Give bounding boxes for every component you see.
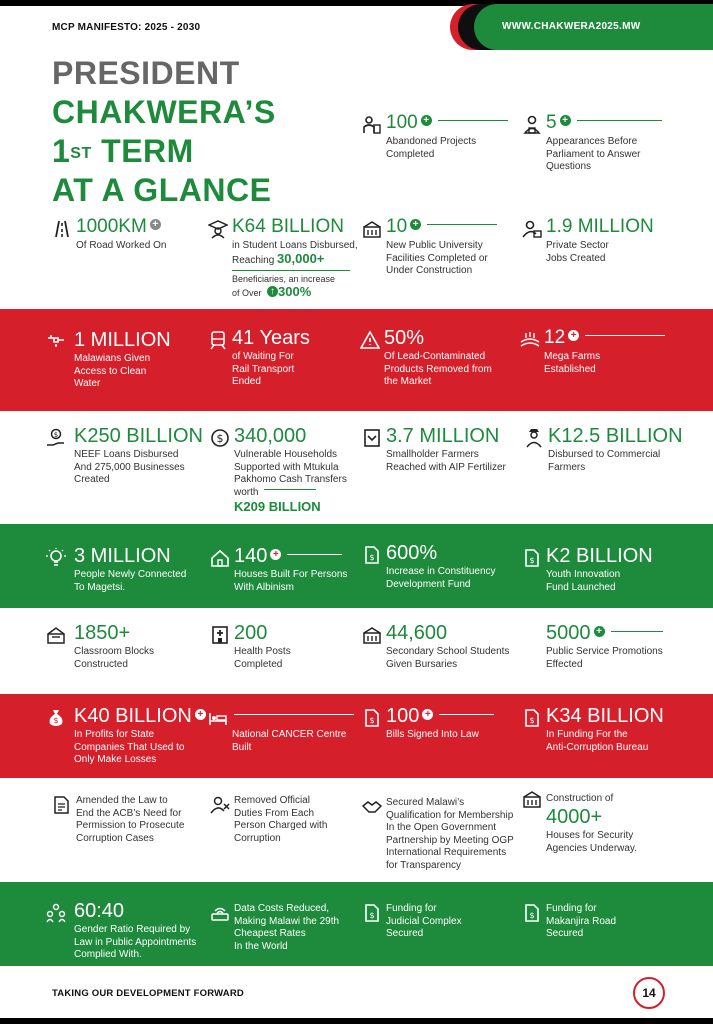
svg-text:$: $ bbox=[53, 716, 59, 725]
document-icon bbox=[522, 548, 542, 568]
worker-icon bbox=[522, 219, 542, 239]
building-icon bbox=[362, 219, 382, 239]
title-line-4: AT A GLANCE bbox=[52, 172, 272, 208]
handshake-icon bbox=[362, 797, 382, 817]
farm-icon bbox=[520, 330, 540, 350]
road-icon bbox=[52, 219, 72, 239]
money-hand-icon bbox=[46, 428, 66, 448]
document-icon bbox=[522, 708, 542, 728]
hospital-bed-icon bbox=[208, 708, 228, 728]
people-group-icon bbox=[46, 903, 66, 923]
page-title bbox=[52, 54, 276, 210]
website-link[interactable]: WWW.CHAKWERA2025.MW bbox=[502, 21, 641, 32]
hospital-icon bbox=[210, 625, 230, 645]
svg-text:$: $ bbox=[529, 716, 535, 725]
train-icon bbox=[208, 330, 228, 350]
page-number: 14 bbox=[633, 977, 665, 1009]
document-icon bbox=[362, 708, 382, 728]
svg-text:$: $ bbox=[529, 911, 535, 920]
user-remove-icon bbox=[210, 795, 230, 815]
building-icon bbox=[362, 625, 382, 645]
header-label: MCP MANIFESTO: 2025 - 2030 bbox=[52, 22, 201, 33]
svg-text:$: $ bbox=[53, 431, 59, 439]
router-icon bbox=[210, 903, 230, 923]
svg-text:$: $ bbox=[529, 556, 535, 565]
svg-text:$: $ bbox=[369, 911, 375, 920]
footer-tagline: TAKING OUR DEVELOPMENT FORWARD bbox=[52, 988, 244, 999]
house-icon bbox=[210, 548, 230, 568]
lightbulb-icon bbox=[46, 548, 66, 568]
title-line-3: 1ST TERM bbox=[52, 133, 194, 169]
classroom-icon bbox=[46, 625, 66, 645]
fertilizer-icon bbox=[362, 428, 382, 448]
document-icon bbox=[362, 903, 382, 923]
title-line-1: PRESIDENT bbox=[52, 55, 240, 91]
hazard-icon bbox=[360, 330, 380, 350]
speaker-icon bbox=[522, 115, 542, 135]
svg-text:$: $ bbox=[369, 716, 375, 725]
building-icon bbox=[522, 789, 542, 809]
title-line-2: CHAKWERA’S bbox=[52, 94, 276, 130]
dollar-coin-icon bbox=[210, 428, 230, 448]
farmer-icon bbox=[524, 428, 544, 448]
graduate-icon bbox=[208, 219, 228, 239]
money-bag-icon bbox=[46, 708, 66, 728]
document-icon bbox=[362, 545, 382, 565]
document-icon bbox=[522, 903, 542, 923]
contractor-icon bbox=[362, 115, 382, 135]
gavel-icon bbox=[52, 795, 72, 815]
bottom-bar bbox=[0, 1018, 713, 1024]
svg-text:$: $ bbox=[216, 432, 224, 445]
svg-text:$: $ bbox=[369, 553, 375, 562]
tap-icon bbox=[46, 332, 66, 352]
